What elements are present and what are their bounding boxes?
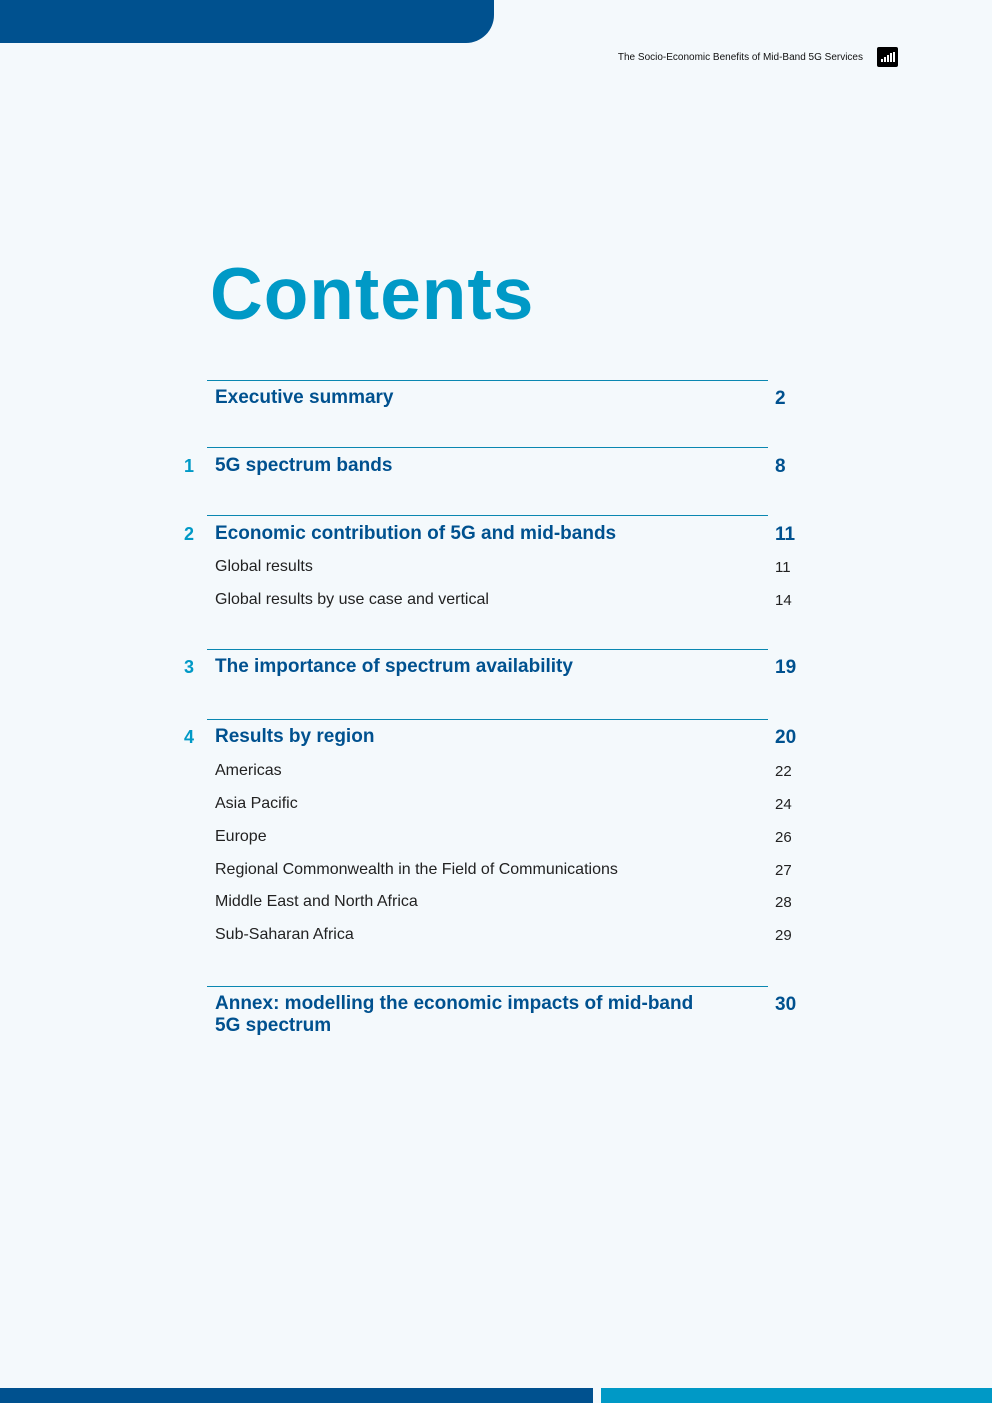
toc-section-title[interactable]: Annex: modelling the economic impacts of mid-band 5G spectrum bbox=[215, 993, 694, 1036]
bottom-accent-bar-dark bbox=[0, 1388, 593, 1403]
running-header: The Socio-Economic Benefits of Mid-Band 5G Services bbox=[617, 52, 863, 63]
toc-subsection-title[interactable]: Regional Commonwealth in the Field of Communications bbox=[215, 861, 618, 878]
toc-subsection-page[interactable]: 11 bbox=[775, 559, 791, 576]
top-accent-band bbox=[0, 0, 494, 43]
toc-section-page[interactable]: 20 bbox=[775, 727, 797, 748]
toc-subsection-page[interactable]: 28 bbox=[775, 894, 792, 911]
toc-section-number: 2 bbox=[184, 524, 195, 544]
toc-section-page[interactable]: 11 bbox=[775, 524, 796, 545]
toc-section-page[interactable]: 2 bbox=[775, 388, 786, 409]
toc-subsection-page[interactable]: 24 bbox=[775, 796, 792, 813]
bottom-accent-bar-light bbox=[601, 1388, 992, 1403]
toc-section-title[interactable]: The importance of spectrum availability bbox=[215, 656, 573, 677]
section-divider bbox=[207, 986, 768, 987]
section-divider bbox=[207, 380, 768, 381]
toc-section-page[interactable]: 19 bbox=[775, 657, 797, 678]
toc-subsection-page[interactable]: 27 bbox=[775, 862, 792, 879]
toc-subsection-title[interactable]: Asia Pacific bbox=[215, 795, 298, 812]
toc-section-title[interactable]: Executive summary bbox=[215, 387, 394, 408]
toc-subsection-page[interactable]: 14 bbox=[775, 592, 792, 609]
toc-section-title[interactable]: Economic contribution of 5G and mid-bands bbox=[215, 523, 617, 544]
section-divider bbox=[207, 515, 768, 516]
toc-subsection-title[interactable]: Sub-Saharan Africa bbox=[215, 926, 354, 943]
toc-subsection-page[interactable]: 26 bbox=[775, 829, 792, 846]
toc-section-page[interactable]: 30 bbox=[775, 994, 797, 1015]
toc-subsection-page[interactable]: 29 bbox=[775, 927, 792, 944]
section-divider bbox=[207, 719, 768, 720]
toc-subsection-title[interactable]: Global results bbox=[215, 558, 313, 575]
toc-subsection-title[interactable]: Americas bbox=[215, 762, 282, 779]
toc-subsection-page[interactable]: 22 bbox=[775, 763, 792, 780]
toc-section-title[interactable]: Results by region bbox=[215, 726, 375, 747]
page-title: Contents bbox=[210, 254, 535, 335]
report-logo-icon bbox=[877, 47, 898, 67]
toc-subsection-title[interactable]: Global results by use case and vertical bbox=[215, 591, 489, 608]
toc-section-number: 4 bbox=[184, 727, 195, 747]
section-divider bbox=[207, 649, 768, 650]
toc-subsection-title[interactable]: Middle East and North Africa bbox=[215, 893, 418, 910]
toc-subsection-title[interactable]: Europe bbox=[215, 828, 267, 845]
toc-section-page[interactable]: 8 bbox=[775, 456, 786, 477]
section-divider bbox=[207, 447, 768, 448]
toc-section-number: 1 bbox=[184, 456, 195, 476]
toc-section-number: 3 bbox=[184, 657, 195, 677]
toc-section-title[interactable]: 5G spectrum bands bbox=[215, 455, 393, 476]
